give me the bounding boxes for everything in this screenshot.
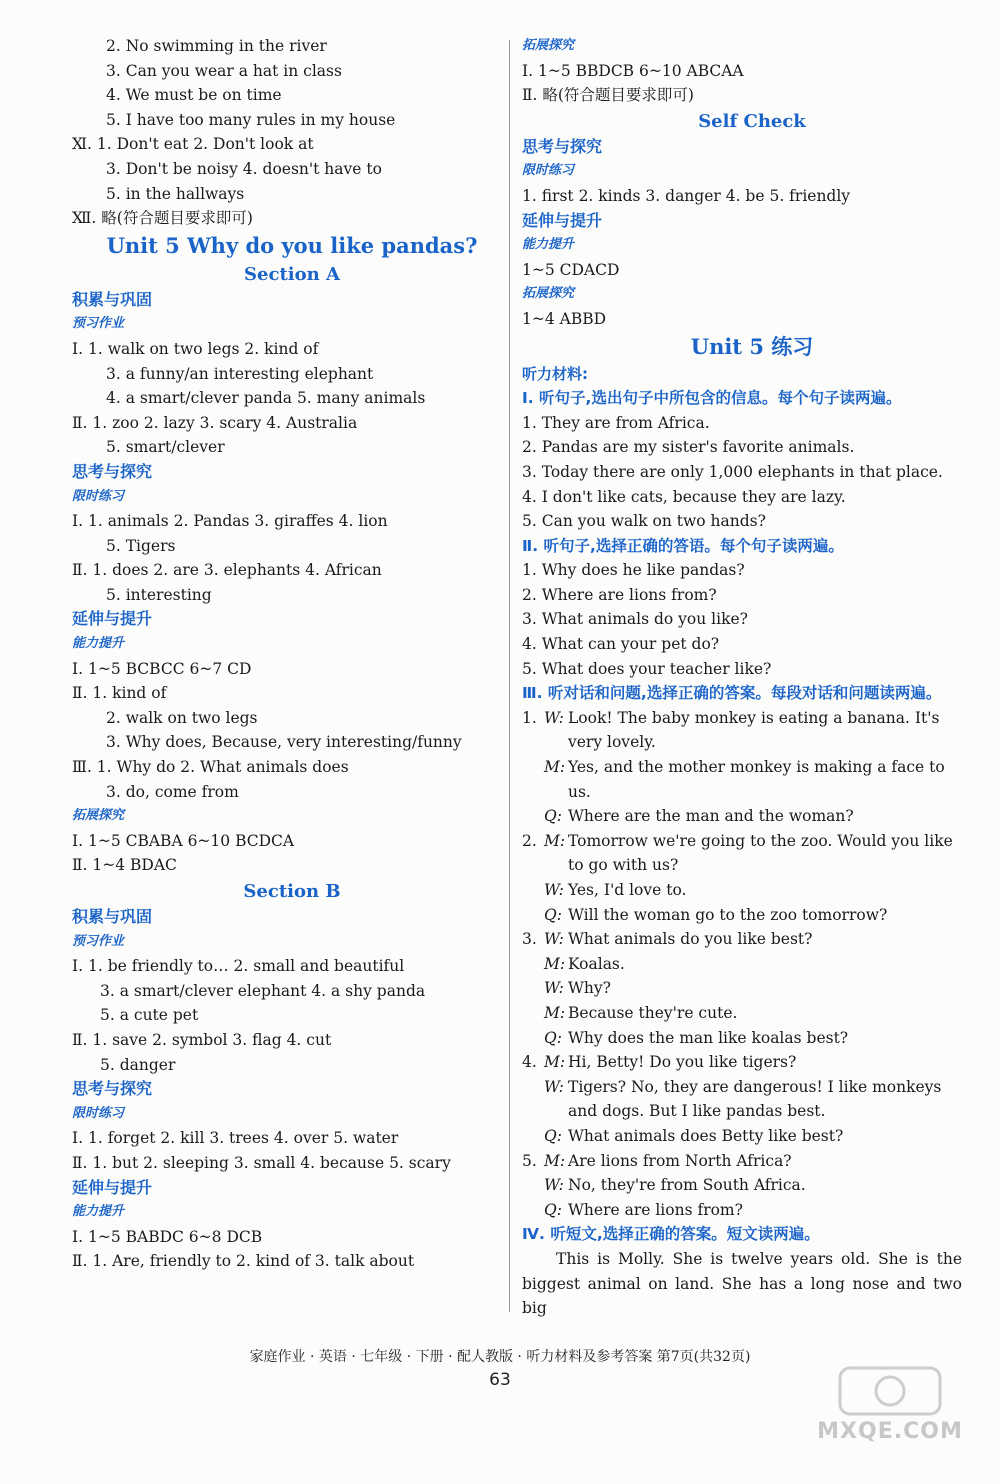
- question-heading: Ⅰ. 听句子,选出句子中所包含的信息。每个句子读两遍。: [522, 389, 902, 408]
- dialogue-line: [522, 976, 962, 1001]
- dialogue-line: [522, 952, 962, 977]
- dialogue-speaker: M:: [544, 1003, 566, 1022]
- dialogue-text: Yes, and the mother monkey is making a face to us.: [568, 758, 945, 801]
- dialogue-speaker: Q:: [544, 1126, 562, 1145]
- answer-line: 2. Where are lions from?: [522, 585, 717, 604]
- answer-line: Ⅰ. 1~5 CBABA 6~10 BCDCA: [72, 831, 295, 850]
- watermark-logo: [810, 1364, 970, 1444]
- subsection-heading: 限时练习: [72, 488, 125, 504]
- answer-line: 4. What can your pet do?: [522, 635, 720, 654]
- dialogue-line: [522, 1026, 962, 1051]
- answer-line: 3. a smart/clever elephant 4. a shy panda: [100, 981, 426, 1000]
- dialogue-text: Why?: [568, 979, 611, 998]
- dialogue-number: 5.: [522, 1151, 537, 1170]
- answer-line: 5. interesting: [106, 585, 212, 604]
- block-heading: 延伸与提升: [72, 1177, 153, 1197]
- block-heading: 延伸与提升: [522, 210, 603, 230]
- answer-line: Ⅱ. 1. zoo 2. lazy 3. scary 4. Australia: [72, 413, 358, 432]
- answer-line: Ⅰ. 1. animals 2. Pandas 3. giraffes 4. lion: [72, 512, 388, 531]
- answer-line: 4. I don't like cats, because they are lazy.: [522, 487, 846, 506]
- dialogue-speaker: Q:: [544, 905, 562, 924]
- subsection-heading: 能力提升: [72, 636, 125, 652]
- subsection-heading: 拓展探究: [72, 808, 125, 824]
- dialogue-text: Why does the man like koalas best?: [568, 1028, 849, 1047]
- answer-line: 1. Why does he like pandas?: [522, 561, 745, 580]
- dialogue-text: Tomorrow we're going to the zoo. Would you like to go with us?: [568, 831, 953, 875]
- dialogue-number: 4.: [522, 1053, 537, 1072]
- dialogue-speaker: Q:: [544, 807, 562, 826]
- listening-heading: 听力材料:: [522, 364, 588, 383]
- block-heading: 思考与探究: [72, 461, 153, 481]
- dialogue-number: [522, 976, 544, 1001]
- answer-line: Ⅰ. 1. forget 2. kill 3. trees 4. over 5. water: [72, 1129, 399, 1148]
- answer-line: 3. do, come from: [106, 782, 239, 801]
- answer-line: 3. Today there are only 1,000 elephants in that place.: [522, 462, 943, 481]
- dialogue-text: Tigers? No, they are dangerous! I like monkeys and dogs. But I like pandas best.: [568, 1077, 942, 1121]
- dialogue-text: No, they're from South Africa.: [568, 1176, 806, 1195]
- dialogue-text: Look! The baby monkey is eating a banana. It's very lovely.: [568, 708, 940, 752]
- dialogue-text: Where are lions from?: [568, 1200, 743, 1219]
- dialogue-line: [522, 755, 962, 804]
- dialogue-speaker: M:: [544, 1151, 566, 1170]
- dialogue-text: Will the woman go to the zoo tomorrow?: [568, 905, 888, 924]
- dialogue-line: [522, 1050, 962, 1075]
- answer-line: 4. We must be on time: [106, 86, 282, 105]
- dialogue-number: [522, 1001, 544, 1026]
- dialogue-line: [522, 1198, 962, 1223]
- answer-line: 3. a funny/an interesting elephant: [106, 364, 374, 383]
- dialogue-number: [522, 1026, 544, 1051]
- dialogue-line: [522, 927, 962, 952]
- answer-line: Ⅰ. 1~5 BABDC 6~8 DCB: [72, 1227, 263, 1246]
- subsection-heading: 预习作业: [72, 316, 125, 332]
- dialogue-line: [522, 804, 962, 829]
- dialogue-speaker: W:: [544, 1077, 564, 1096]
- answer-line: Ⅱ. 1~4 BDAC: [72, 856, 177, 875]
- dialogue-speaker: W:: [544, 708, 564, 727]
- subsection-heading: 限时练习: [522, 163, 575, 179]
- answer-line: Ⅲ. 1. Why do 2. What animals does: [72, 758, 349, 777]
- block-heading: 思考与探究: [522, 136, 603, 156]
- watermark-icon: [810, 1364, 970, 1424]
- answer-line: Ⅱ. 1. save 2. symbol 3. flag 4. cut: [72, 1030, 332, 1049]
- answer-line: 2. Pandas are my sister's favorite animals.: [522, 438, 855, 457]
- block-heading: 延伸与提升: [72, 609, 153, 629]
- dialogue-number: [522, 952, 544, 977]
- answer-line: 2. No swimming in the river: [106, 37, 327, 55]
- dialogue-line: [522, 1001, 962, 1026]
- block-heading: 思考与探究: [72, 1079, 153, 1099]
- block-heading: 积累与巩固: [72, 907, 153, 926]
- dialogue-number: [522, 1075, 544, 1124]
- dialogue-line: [522, 1075, 962, 1124]
- answer-line: Ⅰ. 1~5 BBDCB 6~10 ABCAA: [522, 61, 744, 80]
- dialogue-speaker: M:: [544, 954, 566, 973]
- dialogue-text: What animals does Betty like best?: [568, 1126, 844, 1145]
- watermark-text: MXQE.COM: [817, 1419, 963, 1444]
- section-heading: Self Check: [698, 110, 806, 132]
- answer-line: 3. What animals do you like?: [522, 610, 748, 629]
- subsection-heading: 预习作业: [72, 933, 125, 949]
- dialogue-line: [522, 1173, 962, 1198]
- dialogue-number: [522, 1198, 544, 1223]
- passage-paragraph: This is Molly. She is twelve years old. She is the biggest animal on land. She has a long nose and two big: [522, 1249, 962, 1318]
- answer-line: Ⅱ. 1. kind of: [72, 684, 167, 703]
- dialogue-text: Where are the man and the woman?: [568, 807, 854, 826]
- page-footer: 家庭作业 · 英语 · 七年级 · 下册 · 配人教版 · 听力材料及参考答案 第7页(共32页): [249, 1349, 751, 1365]
- dialogue-text: Because they're cute.: [568, 1003, 738, 1022]
- answer-line: 5. I have too many rules in my house: [106, 110, 396, 129]
- answer-line: Ⅻ. 略(符合题目要求即可): [72, 209, 253, 228]
- dialogue-speaker: W:: [544, 979, 564, 998]
- dialogue-speaker: Q:: [544, 1028, 562, 1047]
- question-heading: Ⅳ. 听短文,选择正确的答案。短文读两遍。: [522, 1225, 820, 1244]
- subsection-heading: 能力提升: [522, 237, 575, 253]
- answer-line: 5. What does your teacher like?: [522, 659, 772, 678]
- answer-line: 2. walk on two legs: [106, 708, 258, 727]
- dialogue-speaker: M:: [544, 758, 566, 777]
- answer-line: 5. Can you walk on two hands?: [522, 512, 766, 531]
- answer-line: 5. in the hallways: [106, 184, 245, 203]
- answer-line: Ⅱ. 略(符合题目要求即可): [522, 86, 694, 105]
- subsection-heading: 能力提升: [72, 1204, 125, 1220]
- dialogue-speaker: Q:: [544, 1200, 562, 1219]
- dialogue-line: [522, 903, 962, 928]
- subsection-heading: 限时练习: [72, 1105, 125, 1121]
- answer-line: 3. Can you wear a hat in class: [106, 61, 342, 80]
- subsection-heading: 拓展探究: [522, 286, 575, 302]
- answer-line: 5. danger: [100, 1055, 176, 1074]
- dialogue-text: Hi, Betty! Do you like tigers?: [568, 1053, 797, 1072]
- dialogue-speaker: W:: [544, 930, 564, 949]
- section-heading: Section A: [244, 263, 340, 285]
- dialogue-number: 3.: [522, 930, 537, 949]
- unit-heading: Unit 5 练习: [690, 333, 814, 359]
- question-heading: Ⅲ. 听对话和问题,选择正确的答案。每段对话和问题读两遍。: [522, 684, 942, 703]
- dialogue-number: [522, 1124, 544, 1149]
- answer-line: Ⅰ. 1~5 BCBCC 6~7 CD: [72, 659, 252, 678]
- dialogue-speaker: M:: [544, 831, 566, 850]
- answer-line: 1. They are from Africa.: [522, 413, 710, 432]
- dialogue-number: 1.: [522, 708, 537, 727]
- answer-line: Ⅰ. 1. be friendly to… 2. small and beautiful: [72, 957, 405, 976]
- dialogue-line: [522, 1124, 962, 1149]
- answer-line: 3. Don't be noisy 4. doesn't have to: [106, 159, 382, 178]
- answer-line: 1. first 2. kinds 3. danger 4. be 5. friendly: [522, 186, 851, 205]
- left-column: [72, 34, 492, 1274]
- dialogue-number: 2.: [522, 831, 537, 850]
- unit-heading: Unit 5 Why do you like pandas?: [106, 232, 478, 258]
- dialogue-line: [522, 1149, 962, 1174]
- answer-line: Ⅱ. 1. but 2. sleeping 3. small 4. because 5. scary: [72, 1153, 451, 1172]
- dialogue-number: [522, 755, 544, 804]
- answer-line: 1~4 ABBD: [522, 309, 607, 328]
- answer-line: Ⅱ. 1. Are, friendly to 2. kind of 3. talk about: [72, 1252, 415, 1271]
- dialogue-line: [522, 706, 962, 755]
- dialogue-number: [522, 903, 544, 928]
- dialogue-speaker: W:: [544, 1176, 564, 1195]
- answer-line: Ⅰ. 1. walk on two legs 2. kind of: [72, 339, 319, 358]
- dialogue-number: [522, 804, 544, 829]
- block-heading: 积累与巩固: [72, 289, 153, 309]
- dialogue-speaker: M:: [544, 1053, 566, 1072]
- dialogue-text: Koalas.: [568, 954, 625, 973]
- page-number: 63: [489, 1370, 511, 1390]
- subsection-heading: 拓展探究: [522, 38, 575, 53]
- answer-line: 3. Why does, Because, very interesting/funny: [106, 733, 462, 752]
- section-heading: Section B: [243, 881, 341, 902]
- column-divider: [509, 40, 510, 1312]
- dialogue-number: [522, 1173, 544, 1198]
- answer-line: 5. smart/clever: [106, 438, 225, 457]
- answer-line: 1~5 CDACD: [522, 260, 620, 279]
- dialogue-number: [522, 878, 544, 903]
- answer-line: Ⅱ. 1. does 2. are 3. elephants 4. African: [72, 561, 382, 580]
- answer-line: 4. a smart/clever panda 5. many animals: [106, 389, 426, 408]
- dialogue-speaker: W:: [544, 881, 564, 899]
- dialogue-line: [522, 829, 962, 878]
- answer-line: 5. Tigers: [106, 536, 176, 555]
- dialogue-line: [522, 878, 962, 903]
- dialogue-text: Are lions from North Africa?: [568, 1151, 792, 1170]
- dialogue-text: Yes, I'd love to.: [568, 881, 687, 899]
- dialogue-text: What animals do you like best?: [568, 930, 813, 949]
- question-heading: Ⅱ. 听句子,选择正确的答语。每个句子读两遍。: [522, 536, 844, 555]
- answer-line: 5. a cute pet: [100, 1006, 199, 1025]
- answer-line: Ⅺ. 1. Don't eat 2. Don't look at: [72, 135, 314, 154]
- right-column: [522, 34, 962, 1321]
